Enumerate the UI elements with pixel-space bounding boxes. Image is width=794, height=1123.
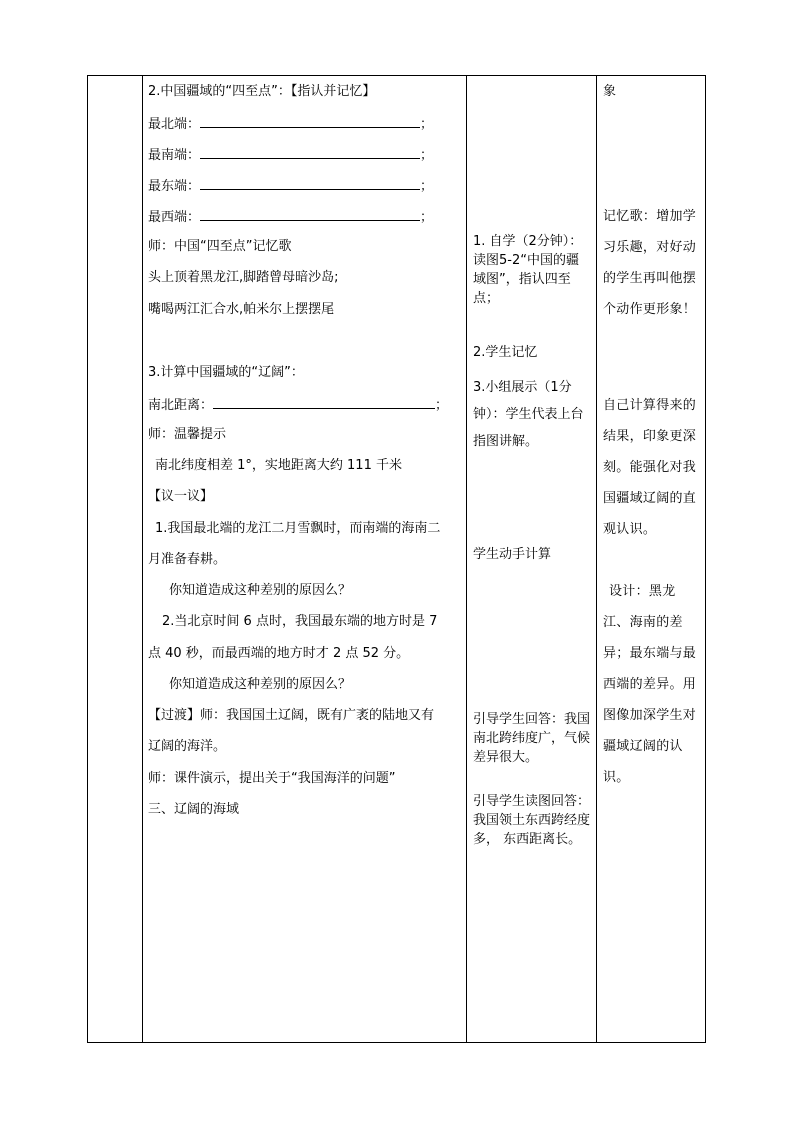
fill-north-south-distance <box>148 396 448 414</box>
discuss-heading: 【议一议】 <box>148 489 214 504</box>
fill-label: 最北端： <box>148 117 201 132</box>
student-activity-column <box>467 75 596 1043</box>
transition-line-1: 【过渡】师：我国国土辽阔，既有广袤的陆地又有 <box>148 708 435 723</box>
tip-text: 南北纬度相差 1°，实地距离大约 111 千米 <box>155 458 402 473</box>
fill-label: 南北距离： <box>148 398 214 413</box>
transition-line-2: 辽阔的海洋。 <box>148 739 227 754</box>
answer-blank[interactable] <box>200 208 420 221</box>
activity-guide-answer-2: 引导学生读图回答：我国领土东西跨经度多， 东西距离长。 <box>473 794 591 847</box>
fill-end: ； <box>435 398 449 413</box>
answer-blank[interactable] <box>200 177 420 190</box>
fill-easternmost <box>148 177 433 195</box>
courseware-demo: 师：课件演示，提出关于“我国海洋的问题” <box>148 771 396 786</box>
fill-end: ； <box>420 179 434 194</box>
content-column <box>143 75 466 1043</box>
fill-southernmost <box>148 146 433 164</box>
intent-design-text: 设计：黑龙江、海南的差异；最东端与最西端的差异。用图像加深学生对疆域辽阔的认识。 <box>603 584 697 785</box>
teacher-tip: 师：温馨提示 <box>148 427 227 442</box>
question-2-prompt: 你知道造成这种差别的原因么？ <box>169 677 352 692</box>
activity-self-study: 1. 自学（2分钟）：读图5-2“中国的疆域图”，指认四至点； <box>473 234 583 306</box>
activity-calculate: 学生动手计算 <box>473 547 552 562</box>
fill-end: ； <box>420 148 434 163</box>
question-1-line-2: 月准备春耕。 <box>148 552 227 567</box>
song-line-2: 嘴喝两江汇合水,帕米尔上摆摆尾 <box>148 302 335 317</box>
design-intent-column <box>597 75 705 1043</box>
answer-blank[interactable] <box>200 115 420 128</box>
section-three-heading: 三、辽阔的海域 <box>148 802 240 817</box>
intent-design-note <box>603 576 701 793</box>
fill-label: 最南端： <box>148 148 201 163</box>
fill-westernmost <box>148 208 433 226</box>
intent-continued: 象 <box>603 84 617 99</box>
fill-end: ； <box>420 210 434 225</box>
activity-guide-answer-1: 引导学生回答：我国南北跨纬度广，气候差异很大。 <box>473 712 591 765</box>
left-margin-column <box>88 75 142 1043</box>
fill-northernmost <box>148 115 433 133</box>
answer-blank[interactable] <box>200 146 420 159</box>
teacher-song-heading: 师：中国“四至点”记忆歌 <box>148 239 292 254</box>
question-1-prompt: 你知道造成这种差别的原因么？ <box>169 583 352 598</box>
fill-end: ； <box>420 117 434 132</box>
answer-blank[interactable] <box>213 396 435 409</box>
section-vastness-title: 3.计算中国疆域的“辽阔”： <box>148 365 304 380</box>
question-2-line-1: 2.当北京时间 6 点时，我国最东端的地方时是 7 <box>162 614 438 629</box>
song-line-1: 头上顶着黑龙江,脚踏曾母暗沙岛; <box>148 270 339 285</box>
fill-label: 最东端： <box>148 179 201 194</box>
activity-group-show: 3.小组展示（1分钟）：学生代表上台指图讲解。 <box>473 380 584 449</box>
intent-memory-song: 记忆歌：增加学习乐趣，对好动的学生再叫他摆个动作更形象！ <box>603 209 697 317</box>
section-four-points-title: 2.中国疆域的“四至点”：【指认并记忆】 <box>148 84 376 99</box>
intent-self-calculation: 自己计算得来的结果，印象更深刻。能强化对我国疆域辽阔的直观认识。 <box>603 398 697 537</box>
activity-memorize: 2.学生记忆 <box>473 345 538 360</box>
question-1-line-1: 1.我国最北端的龙江二月雪飘时，而南端的海南二 <box>155 521 441 536</box>
question-2-line-2: 点 40 秒，而最西端的地方时才 2 点 52 分。 <box>148 646 410 661</box>
fill-label: 最西端： <box>148 210 201 225</box>
